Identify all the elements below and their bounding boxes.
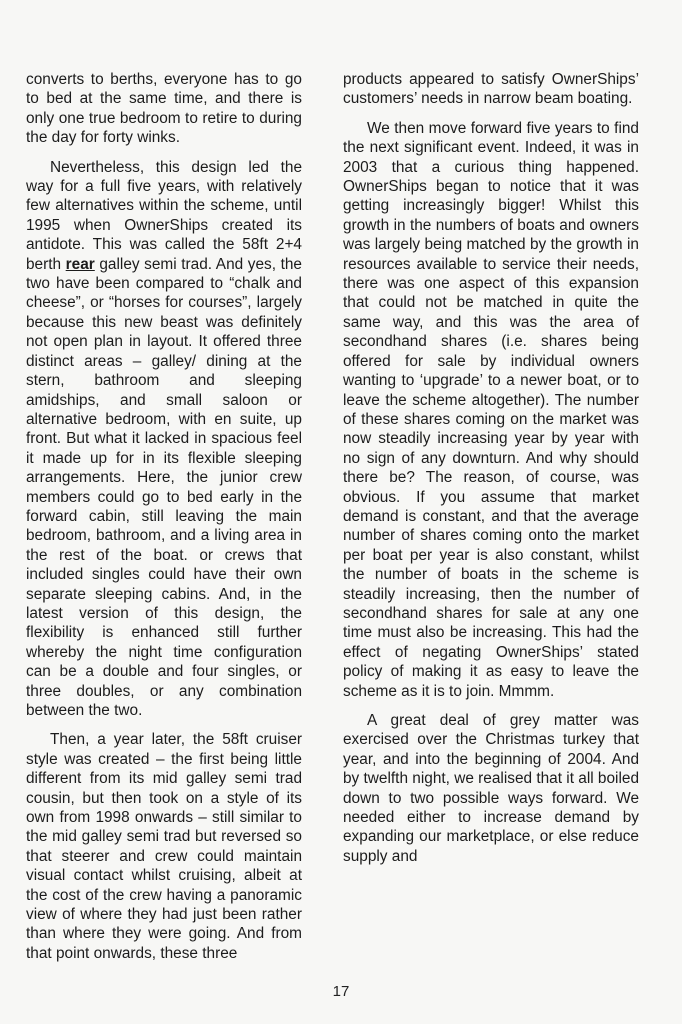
right-column <box>343 70 639 876</box>
paragraph: A great deal of grey matter was exercised over the Christmas turkey that year, and into the beginning of 2004. And by twelfth night, we realised that it all boiled down to two possible ways forward. We needed either to increase demand by expanding our marketplace, or else reduce supply and <box>343 712 640 865</box>
emphasized-word: rear <box>65 255 95 273</box>
paragraph <box>26 158 302 721</box>
paragraph: Then, a year later, the 58ft cruiser style was created – the first being little different from its mid galley semi trad cousin, but then took on a style of its own from 1998 onwards – still similar to the mid galley semi trad but reversed so that steerer and crew could maintain visual contact whilst cruising, albeit at the cost of the crew having a panoramic view of where they had just been rather than where they were going. And from that point onwards, these three <box>26 731 302 962</box>
paragraph: We then move forward five years to find the next significant event. Indeed, it was in 2003 that a curious thing happened. OwnerShips began to notice that it was getting increasingly bigger! Whilst this growth in the numbers of boats and owners was largely being matched by the growth in resources available to service their needs, there was one aspect of this expansion that could not be matched in quite the same way, and this was the area of secondhand shares (i.e. shares being offered for sale by individual owners wanting to ‘upgrade’ to a newer boat, or to leave the scheme altogether). The number of these shares coming on the market was now steadily increasing year by year with no sign of any downturn. And why should there be? The reason, of course, was obvious. If you assume that market demand is constant, and that the average number of shares coming onto the market per boat per year is also constant, whilst the number of boats in the scheme is steadily increasing, then the number of secondhand shares for sale at any one time must also be increasing. This had the effect of negating OwnerShips’ stated policy of making it as easy to leave the scheme as it is to join. Mmmm. <box>343 119 639 700</box>
paragraph-text: galley semi trad. And yes, the two have been compared to “chalk and cheese”, or “horses for courses”, largely because this new beast was definitely not open plan in layout. It offered three distinct areas – galley/ dining at the stern, bathroom and sleeping amidships, and small saloon or alternative bedroom, with en suite, up front. But what it lacked in spacious feel it made up for in its flexible sleeping arrangements. Here, the junior crew members could go to bed early in the forward cabin, still leaving the main bedroom, bathroom, and a living area in the rest of the boat. or crews that included singles could have their own separate sleeping cabins. And, in the latest version of this design, the flexibility is enhanced still further whereby the night time configuration can be a double and four singles, or three doubles, or any combination between the two. <box>26 255 302 719</box>
paragraph: converts to berths, everyone has to go to bed at the same time, and there is only one true bedroom to retire to during the day for forty winks. <box>26 71 302 147</box>
paragraph-text: Nevertheless, this design led the way for a full five years, with relatively few alternatives within the scheme, until 1995 when OwnerShips created its antidote. This was called the 58ft 2+4 berth <box>26 158 302 273</box>
page-number: 17 <box>332 983 350 1000</box>
paragraph: products appeared to satisfy OwnerShips’ customers’ needs in narrow beam boating. <box>343 71 639 108</box>
left-column <box>26 70 302 973</box>
